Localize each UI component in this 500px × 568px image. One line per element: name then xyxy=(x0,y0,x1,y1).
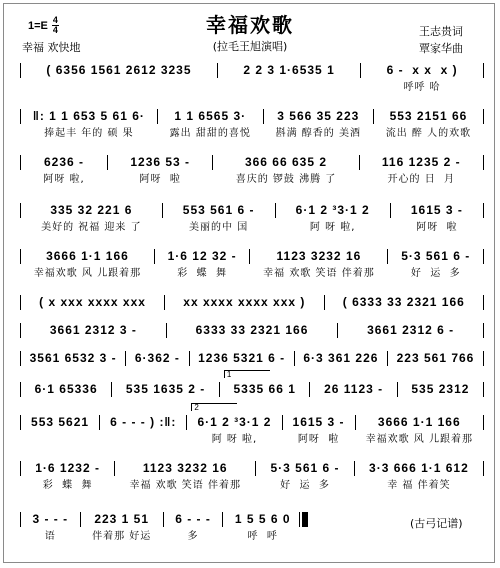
barline xyxy=(20,63,21,78)
score-line xyxy=(18,460,486,492)
barline xyxy=(20,461,21,476)
measure-notes: 1·6 1232 - xyxy=(35,461,100,475)
barline xyxy=(162,203,163,218)
measure-notes: 1·6 12 32 - xyxy=(167,249,237,263)
measure xyxy=(117,460,253,492)
barline xyxy=(212,155,213,170)
measure-lyrics: 伴着那 好运 xyxy=(92,531,152,542)
measure-lyrics: 捧起丰 年的 硕 果 xyxy=(44,128,134,139)
measure xyxy=(285,414,353,446)
barline xyxy=(219,382,220,397)
measure xyxy=(160,108,261,140)
measure xyxy=(362,154,481,186)
tempo-marking: 幸福 欢快地 xyxy=(22,41,81,54)
lyricist-credit: 王志贵词 xyxy=(419,25,463,38)
score-line xyxy=(18,294,486,313)
measure xyxy=(23,62,215,81)
measure-notes: 6·362 - xyxy=(134,351,180,365)
measure xyxy=(340,322,481,341)
measure xyxy=(23,108,155,140)
volta-bracket: 2 xyxy=(191,403,237,411)
transcriber-credit: (古弓记谱) xyxy=(410,517,463,530)
barline xyxy=(164,295,165,310)
measure-notes: 3666 1·1 166 xyxy=(377,415,461,429)
measure xyxy=(102,414,184,433)
measure-lyrics: 阿 呀 啦, xyxy=(211,434,258,445)
measure-lyrics: 多 xyxy=(187,531,199,542)
score-line xyxy=(18,350,486,369)
measure-notes: 6333 33 2321 166 xyxy=(195,323,309,337)
measure-notes: 1123 3232 16 xyxy=(142,461,228,475)
measure-notes: 5·3 561 6 - xyxy=(401,249,471,263)
barline xyxy=(483,109,484,124)
barline xyxy=(309,382,310,397)
score-line xyxy=(18,62,486,94)
barline xyxy=(249,249,250,264)
measure xyxy=(376,108,481,140)
time-signature-bottom: 4 xyxy=(52,25,58,35)
barline xyxy=(483,295,484,310)
measure-notes: 6·1 65336 xyxy=(34,382,98,396)
measure xyxy=(128,350,186,369)
barline xyxy=(114,461,115,476)
measure xyxy=(165,202,273,234)
barline xyxy=(20,323,21,338)
measure-lyrics: 好 运 多 xyxy=(410,268,461,279)
barline xyxy=(163,512,164,527)
measure-notes: 2 2 3 1·6535 1 xyxy=(243,63,335,77)
measure-lyrics: 流出 醉 人的欢歌 xyxy=(385,128,472,139)
measure-notes: 1236 53 - xyxy=(130,155,191,169)
barline xyxy=(387,249,388,264)
measure-notes: 3661 2312 3 - xyxy=(49,323,137,337)
barline xyxy=(483,63,484,78)
barline xyxy=(217,63,218,78)
measure xyxy=(166,511,221,543)
barline xyxy=(483,155,484,170)
measure-notes: 26 1123 - xyxy=(324,382,384,396)
key-signature xyxy=(28,16,59,35)
measure-notes: 3 566 35 223 xyxy=(277,109,360,123)
measure-lyrics: 呼 呼 xyxy=(247,531,278,542)
composer-credit: 覃家华曲 xyxy=(419,42,463,55)
barline xyxy=(483,351,484,366)
measure-lyrics: 语 xyxy=(44,531,56,542)
performer-credit: (拉毛王旭演唱) xyxy=(212,40,288,53)
measure xyxy=(266,108,371,140)
measure-lyrics: 美好的 祝福 迎来 了 xyxy=(41,222,142,233)
barline xyxy=(360,63,361,78)
barline xyxy=(397,382,398,397)
measure-notes: 3561 6532 3 - xyxy=(29,351,117,365)
measure xyxy=(220,62,358,81)
barline xyxy=(483,382,484,397)
measure-lyrics: 阿呀 啦 xyxy=(297,434,340,445)
measure-lyrics: 阿呀 啦, xyxy=(43,174,85,185)
barline xyxy=(263,109,264,124)
measure xyxy=(189,403,279,446)
key-label: 1=E xyxy=(28,19,48,32)
barline xyxy=(483,249,484,264)
measure-notes: 535 1635 2 - xyxy=(125,382,206,396)
barline xyxy=(20,512,21,527)
barline xyxy=(355,415,356,430)
measure xyxy=(23,248,152,280)
barline xyxy=(189,351,190,366)
measure xyxy=(83,511,161,543)
measure-notes: 3661 2312 6 - xyxy=(367,323,455,337)
score-line xyxy=(18,511,310,543)
measure-lyrics: 幸福欢歌 风 儿跟着那 xyxy=(33,268,142,279)
measure xyxy=(23,322,164,341)
measure-notes: 553 5621 xyxy=(31,415,90,429)
measure xyxy=(390,350,481,369)
barline xyxy=(359,155,360,170)
barline xyxy=(20,249,21,264)
measure-notes: 5335 66 1 xyxy=(233,382,296,396)
barline xyxy=(483,461,484,476)
measure xyxy=(23,511,78,543)
measure xyxy=(157,248,248,280)
barline xyxy=(483,323,484,338)
measure-notes: 366 66 635 2 xyxy=(244,155,328,169)
barline xyxy=(20,382,21,397)
measure-notes: 1615 3 - xyxy=(292,415,345,429)
measure xyxy=(357,460,481,492)
measure xyxy=(297,350,385,369)
measure xyxy=(167,294,321,313)
measure xyxy=(363,62,481,94)
barline xyxy=(282,415,283,430)
score-line xyxy=(18,202,486,234)
measure-notes: 1615 3 - xyxy=(410,203,463,217)
measure-notes: 553 2151 66 xyxy=(389,109,468,123)
measure-notes: 3·3 666 1·1 612 xyxy=(369,461,469,475)
measure-notes: 335 32 221 6 xyxy=(50,203,133,217)
measure-lyrics: 阿呀 啦 xyxy=(139,174,181,185)
barline xyxy=(275,203,276,218)
barline xyxy=(483,415,484,430)
score-line xyxy=(18,322,486,341)
measure-lyrics: 幸福 欢歌 笑语 伴着那 xyxy=(129,480,241,491)
measure-notes: 3 - - - xyxy=(32,512,69,526)
barline xyxy=(222,512,223,527)
barline xyxy=(20,351,21,366)
barline xyxy=(154,249,155,264)
measure xyxy=(169,322,335,341)
measure-notes: ( 6356 1561 2612 3235 xyxy=(46,63,192,77)
time-signature-top: 4 xyxy=(52,15,58,25)
measure-notes: 1123 3232 16 xyxy=(276,249,362,263)
measure-lyrics: 幸 福 伴着笑 xyxy=(387,480,451,491)
measure xyxy=(327,294,481,313)
measure xyxy=(393,202,481,234)
measure xyxy=(215,154,356,186)
measure-notes: ( x xxx xxxx xxx xyxy=(39,295,146,309)
barline xyxy=(387,351,388,366)
measure-notes: 1 1 6565 3· xyxy=(174,109,247,123)
barline xyxy=(373,109,374,124)
time-signature xyxy=(52,16,59,35)
measure-lyrics: 幸福欢歌 风 儿跟着那 xyxy=(365,434,473,445)
score-line xyxy=(18,370,486,400)
measure-notes: 535 2312 xyxy=(411,382,470,396)
measure xyxy=(23,202,160,234)
measure-notes: xx xxxx xxxx xxx ) xyxy=(183,295,306,309)
measure-lyrics: 呼呼 哈 xyxy=(403,82,441,93)
volta-bracket: 1 xyxy=(224,370,270,378)
barline xyxy=(354,461,355,476)
score-line xyxy=(18,248,486,280)
barline xyxy=(20,295,21,310)
measure xyxy=(358,414,481,446)
measure xyxy=(23,294,162,313)
measure-notes: 6·1 2 ³3·1 2 xyxy=(295,203,370,217)
measure xyxy=(23,414,97,433)
measure-notes: 116 1235 2 - xyxy=(381,155,461,169)
measure xyxy=(278,202,388,234)
barline xyxy=(99,415,100,430)
measure xyxy=(192,350,292,369)
measure-notes: 6236 - xyxy=(43,155,85,169)
barline xyxy=(483,203,484,218)
measure xyxy=(222,370,308,400)
measure-lyrics: 彩 蝶 舞 xyxy=(42,480,93,491)
measure xyxy=(258,460,352,492)
measure-lyrics: 彩 蝶 舞 xyxy=(177,268,227,279)
measure-lyrics: 露出 甜甜的喜悦 xyxy=(169,128,251,139)
measure-lyrics: 开心的 日 月 xyxy=(387,174,456,185)
measure-notes: 3666 1·1 166 xyxy=(46,249,129,263)
measure-notes: 6·1 2 ³3·1 2 xyxy=(197,415,272,429)
barline xyxy=(157,109,158,124)
measure-notes: ‖: 1 1 653 5 61 6· xyxy=(32,109,145,123)
measure-lyrics: 美丽的中 国 xyxy=(189,222,249,233)
measure xyxy=(23,460,112,492)
measure-lyrics: 斟满 醇香的 美酒 xyxy=(275,128,361,139)
measure-notes: 553 561 6 - xyxy=(182,203,255,217)
barline xyxy=(186,415,187,430)
measure xyxy=(23,154,105,186)
measure-notes: 6·3 361 226 xyxy=(303,351,379,365)
measure xyxy=(23,381,109,400)
measure xyxy=(400,381,481,400)
barline xyxy=(20,203,21,218)
measure xyxy=(23,350,123,369)
barline xyxy=(337,323,338,338)
score-line xyxy=(18,108,486,140)
measure-notes: ( 6333 33 2321 166 xyxy=(342,295,465,309)
measure-notes: 1236 5321 6 - xyxy=(198,351,286,365)
measure-notes: 6 - - - ) :‖: xyxy=(110,415,177,429)
song-title: 幸福欢歌 xyxy=(206,13,294,37)
measure-notes: 223 1 51 xyxy=(94,512,150,526)
measure-notes: 5·3 561 6 - xyxy=(270,461,340,475)
measure xyxy=(390,248,481,280)
barline xyxy=(80,512,81,527)
barline xyxy=(20,155,21,170)
measure xyxy=(252,248,385,280)
measure-lyrics: 好 运 多 xyxy=(280,480,330,491)
barline xyxy=(294,351,295,366)
barline xyxy=(107,155,108,170)
barline xyxy=(125,351,126,366)
score-line xyxy=(18,403,486,446)
barline xyxy=(166,323,167,338)
barline xyxy=(255,461,256,476)
barline xyxy=(20,109,21,124)
measure-notes: 6 - - - xyxy=(175,512,211,526)
final-barline xyxy=(302,512,308,527)
barline xyxy=(390,203,391,218)
measure xyxy=(110,154,210,186)
measure xyxy=(312,381,394,400)
measure-lyrics: 幸福 欢歌 笑语 伴着那 xyxy=(263,268,375,279)
measure-lyrics: 喜庆的 锣鼓 沸腾 了 xyxy=(235,174,337,185)
measure-notes: 1 5 5 6 0 xyxy=(234,512,291,526)
barline xyxy=(111,382,112,397)
measure xyxy=(225,511,300,543)
measure-notes: 223 561 766 xyxy=(396,351,475,365)
barline xyxy=(20,415,21,430)
score-line xyxy=(18,154,486,186)
measure-notes: 6 - x x x ) xyxy=(386,63,458,77)
measure xyxy=(114,381,217,400)
barline xyxy=(324,295,325,310)
measure-lyrics: 阿 呀 啦, xyxy=(309,222,356,233)
measure-lyrics: 阿呀 啦 xyxy=(416,222,458,233)
